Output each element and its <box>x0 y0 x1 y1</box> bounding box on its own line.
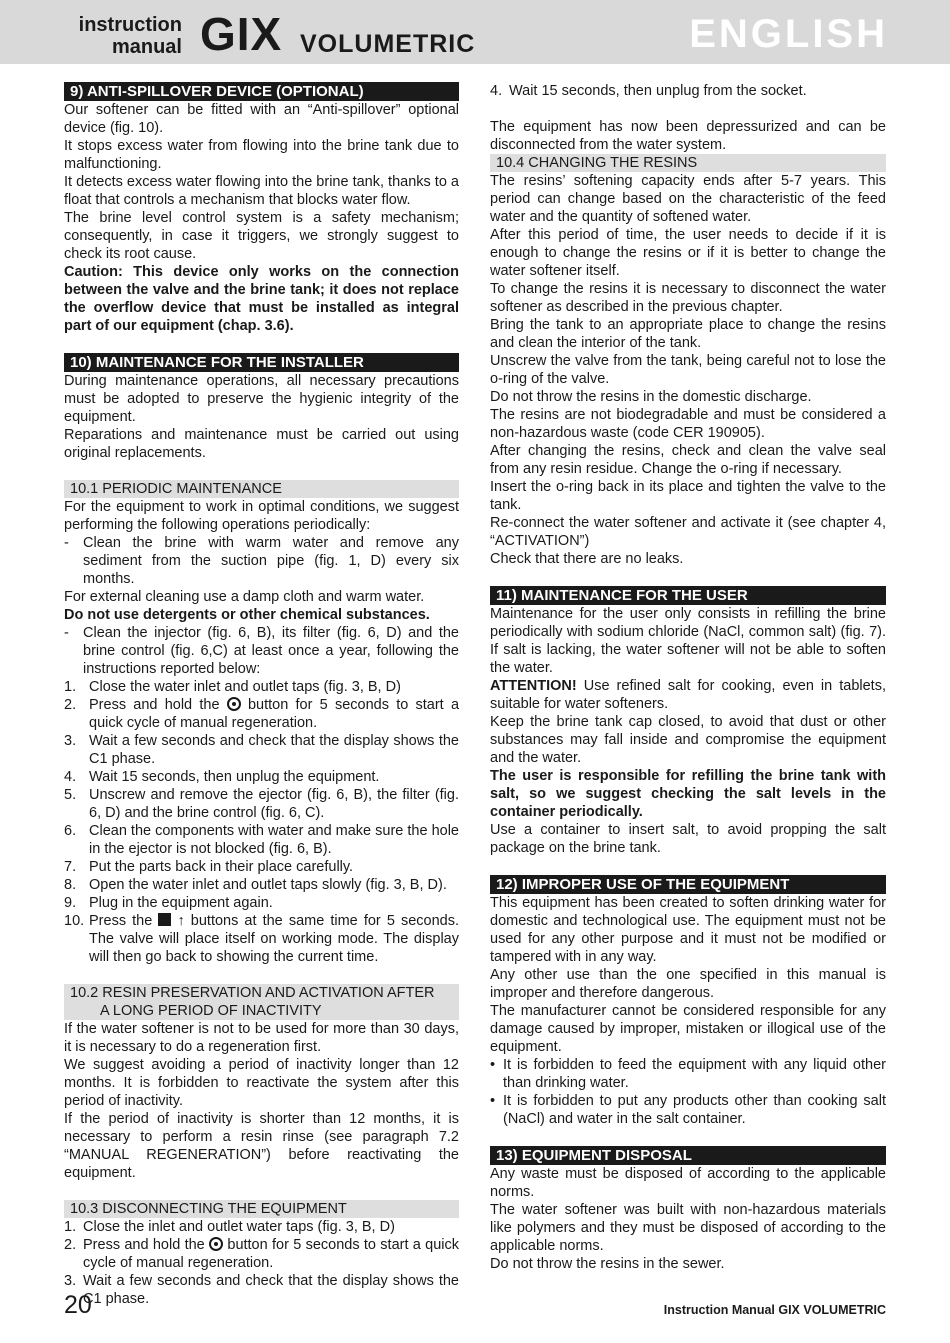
section-11-title: 11) MAINTENANCE FOR THE USER <box>490 586 886 605</box>
paragraph: This equipment has been created to soften drinking water for domestic and technological use. The equipment must not be used for any other purpose and it must not be modified or tampered with in any way. <box>490 895 886 965</box>
paragraph: Insert the o-ring back in its place and tighten the valve to the tank. <box>490 479 886 513</box>
paragraph: Do not throw the resins in the sewer. <box>490 1256 725 1272</box>
paragraph: For external cleaning use a damp cloth and warm water. <box>64 589 425 605</box>
paragraph: Check that there are no leaks. <box>490 551 684 567</box>
step-number: 1. <box>64 1219 77 1235</box>
left-column <box>64 82 459 1308</box>
list-item <box>490 1092 886 1128</box>
attention-label: ATTENTION! <box>490 678 577 694</box>
paragraph: During maintenance operations, all necessary precautions must be adopted to preserve the hygienic integrity of the equipment. <box>64 373 459 425</box>
section-10-4-title: 10.4 CHANGING THE RESINS <box>490 154 886 172</box>
step-text: Press the <box>89 913 153 929</box>
paragraph: It stops excess water from flowing into the brine tank due to malfunctioning. <box>64 138 459 172</box>
step-text: buttons at the same time for 5 seconds. The valve will place itself on working mode. The display will then go back to showing the current time. <box>89 913 459 965</box>
step-text: button for 5 seconds to start a quick cycle of manual regeneration. <box>83 1237 460 1271</box>
list-item <box>64 678 459 696</box>
paragraph: We suggest avoiding a period of inactivity longer than 12 months. It is forbidden to reactivate the system after this period of inactivity. <box>64 1057 459 1109</box>
caution-paragraph: Caution: This device only works on the connection between the valve and the brine tank; it does not replace the overflow device that must be installed as integral part of our equipment (chap. 3.6). <box>64 264 459 334</box>
step-text: button for 5 seconds to start a quick cycle of manual regeneration. <box>89 697 460 731</box>
section-12-title: 12) IMPROPER USE OF THE EQUIPMENT <box>490 875 886 894</box>
list-item <box>64 876 459 894</box>
bullet-list <box>490 1056 886 1128</box>
step-text: Put the parts back in their place carefully. <box>89 859 354 875</box>
step-text: Press and hold the <box>89 697 220 713</box>
attention-text: Use refined salt for cooking, even in tablets, suitable for water softeners. <box>490 678 886 712</box>
section-title-line: A LONG PERIOD OF INACTIVITY <box>100 1003 322 1019</box>
page-number: 20 <box>64 1291 92 1319</box>
section-13-title: 13) EQUIPMENT DISPOSAL <box>490 1146 886 1165</box>
dash-marker: - <box>64 625 69 641</box>
paragraph: Bring the tank to an appropriate place to change the resins and clean the interior of the tank. <box>490 317 886 351</box>
section-10-title: 10) MAINTENANCE FOR THE INSTALLER <box>64 353 459 372</box>
paragraph: Our softener can be fitted with an “Anti-spillover” optional device (fig. 10). <box>64 102 459 136</box>
step-text: Wait 15 seconds, then unplug from the socket. <box>509 83 807 99</box>
page-header <box>0 0 950 64</box>
step-number: 6. <box>64 823 77 839</box>
step-number: 9. <box>64 895 77 911</box>
step-text: Wait 15 seconds, then unplug the equipment. <box>89 769 380 785</box>
list-item <box>64 696 459 732</box>
paragraph: Keep the brine tank cap closed, to avoid that dust or other substances may fall inside and compromise the equipment and the water. <box>490 714 886 766</box>
list-item <box>64 822 459 858</box>
step-number: 2. <box>64 1237 77 1253</box>
regeneration-icon <box>227 697 241 711</box>
header-instruction-manual <box>60 14 182 58</box>
list-item <box>64 1272 459 1308</box>
section-title-line: 10.2 RESIN PRESERVATION AND ACTIVATION AFTER <box>70 985 435 1001</box>
step-number: 4. <box>64 769 77 785</box>
paragraph: Use a container to insert salt, to avoid propping the salt package on the brine tank. <box>490 822 886 856</box>
step-number: 8. <box>64 877 77 893</box>
up-arrow-icon: ↑ <box>177 913 185 929</box>
responsibility-paragraph: The user is responsible for refilling the brine tank with salt, so we suggest checking the salt levels in the container periodically. <box>490 768 886 820</box>
list-item <box>64 1218 459 1236</box>
step-text: Wait a few seconds and check that the display shows the C1 phase. <box>89 733 459 767</box>
bullet-marker: • <box>490 1093 496 1109</box>
paragraph: Any waste must be disposed of according to the applicable norms. <box>490 1166 886 1200</box>
header-language: ENGLISH <box>689 12 888 56</box>
list-item <box>490 82 886 100</box>
regeneration-icon <box>209 1237 223 1251</box>
dash-list <box>64 624 459 678</box>
paragraph: The equipment has now been depressurized and can be disconnected from the water system. <box>490 119 886 153</box>
list-item-text: It is forbidden to put any products other than cooking salt (NaCl) and water in the salt container. <box>503 1093 886 1127</box>
list-item <box>490 1056 886 1092</box>
warning-paragraph: Do not use detergents or other chemical substances. <box>64 607 430 623</box>
paragraph: Unscrew the valve from the tank, being careful not to lose the o-ring of the valve. <box>490 353 886 387</box>
paragraph: After this period of time, the user needs to decide if it is enough to change the resins or if it is better to change the water softener itself. <box>490 227 886 279</box>
list-item <box>64 894 459 912</box>
paragraph: The resins’ softening capacity ends after 5-7 years. This period can change based on the characteristic of the feed water and the quantity of softened water. <box>490 173 886 225</box>
disconnect-steps-continued <box>490 82 886 100</box>
header-line2: manual <box>111 36 182 58</box>
section-10-1-title: 10.1 PERIODIC MAINTENANCE <box>64 480 459 498</box>
list-item <box>64 786 459 822</box>
step-number: 3. <box>64 1273 77 1289</box>
list-item-text: Clean the injector (fig. 6, B), its filter (fig. 6, D) and the brine control (fig. 6,C) at least once a year, following the instructions reported below: <box>83 625 459 677</box>
attention-paragraph <box>490 677 886 713</box>
list-item-text: Clean the brine with warm water and remove any sediment from the suction pipe (fig. 1, D) every six months. <box>83 535 459 587</box>
maintenance-steps <box>64 678 459 966</box>
bullet-marker: • <box>490 1057 496 1073</box>
paragraph: It detects excess water flowing into the brine tank, thanks to a float that controls a mechanism that blocks water flow. <box>64 174 459 208</box>
step-number: 4. <box>490 83 503 99</box>
list-item <box>64 624 459 678</box>
list-item <box>64 912 459 966</box>
list-item <box>64 768 459 786</box>
paragraph: The manufacturer cannot be considered responsible for any damage caused by improper, mistaken or illogical use of the equipment. <box>490 1003 886 1055</box>
dash-marker: - <box>64 535 69 551</box>
list-item <box>64 858 459 876</box>
step-text: Close the water inlet and outlet taps (fig. 3, B, D) <box>89 679 401 695</box>
paragraph: If the period of inactivity is shorter than 12 months, it is necessary to perform a resin rinse (see paragraph 7.2 “MANUAL REGENERATION”) before reactivating the equipment. <box>64 1111 459 1181</box>
step-number: 5. <box>64 787 77 803</box>
step-text: Wait a few seconds and check that the display shows the C1 phase. <box>83 1273 459 1307</box>
list-item <box>64 534 459 588</box>
header-brand: GIX <box>200 8 283 60</box>
paragraph: Maintenance for the user only consists in refilling the brine periodically with sodium chloride (NaCl, common salt) (fig. 7). If salt is lacking, the water softener will not be able to soften the water. <box>490 606 886 676</box>
section-10-2-title <box>64 984 459 1020</box>
dash-list <box>64 534 459 588</box>
step-text: Open the water inlet and outlet taps slowly (fig. 3, B, D). <box>89 877 447 893</box>
paragraph: The resins are not biodegradable and must be considered a non-hazardous waste (code CER 190905). <box>490 407 886 441</box>
step-number: 2. <box>64 697 77 713</box>
paragraph: After changing the resins, check and clean the valve seal from any resin residue. Change the o-ring if necessary. <box>490 443 886 477</box>
header-line1: instruction <box>78 14 182 36</box>
step-text: Unscrew and remove the ejector (fig. 6, B), the filter (fig. 6, D) and the brine control (fig. 6, C). <box>89 787 459 821</box>
step-text: Plug in the equipment again. <box>89 895 273 911</box>
step-number: 7. <box>64 859 77 875</box>
step-number: 1. <box>64 679 77 695</box>
paragraph: To change the resins it is necessary to disconnect the water softener as described in the previous chapter. <box>490 281 886 315</box>
paragraph: The water softener was built with non-hazardous materials like polymers and they must be disposed of according to the applicable norms. <box>490 1202 886 1254</box>
section-9-title: 9) ANTI-SPILLOVER DEVICE (OPTIONAL) <box>64 82 459 101</box>
step-number: 3. <box>64 733 77 749</box>
step-text: Close the inlet and outlet water taps (fig. 3, B, D) <box>83 1219 395 1235</box>
step-text: Clean the components with water and make sure the hole in the ejector is not blocked (fig. 6, B). <box>89 823 459 857</box>
set-button-icon <box>158 913 171 926</box>
step-text: Press and hold the <box>83 1237 205 1253</box>
list-item <box>64 732 459 768</box>
section-10-3-title: 10.3 DISCONNECTING THE EQUIPMENT <box>64 1200 459 1218</box>
disconnect-steps <box>64 1218 459 1308</box>
footer-title: Instruction Manual GIX VOLUMETRIC <box>663 1303 886 1317</box>
paragraph: If the water softener is not to be used for more than 30 days, it is necessary to do a regeneration first. <box>64 1021 459 1055</box>
paragraph: Reparations and maintenance must be carried out using original replacements. <box>64 427 459 461</box>
step-number: 10. <box>64 913 85 929</box>
list-item <box>64 1236 459 1272</box>
paragraph: The brine level control system is a safety mechanism; consequently, in case it triggers, we strongly suggest to check its root cause. <box>64 210 459 262</box>
right-column <box>490 82 886 1273</box>
paragraph: For the equipment to work in optimal conditions, we suggest performing the following operations periodically: <box>64 499 459 533</box>
paragraph: Re-connect the water softener and activate it (see chapter 4, “ACTIVATION”) <box>490 515 886 549</box>
paragraph: Any other use than the one specified in this manual is improper and therefore dangerous. <box>490 967 886 1001</box>
list-item-text: It is forbidden to feed the equipment with any liquid other than drinking water. <box>503 1057 886 1091</box>
paragraph: Do not throw the resins in the domestic discharge. <box>490 389 812 405</box>
header-model: VOLUMETRIC <box>300 30 476 58</box>
